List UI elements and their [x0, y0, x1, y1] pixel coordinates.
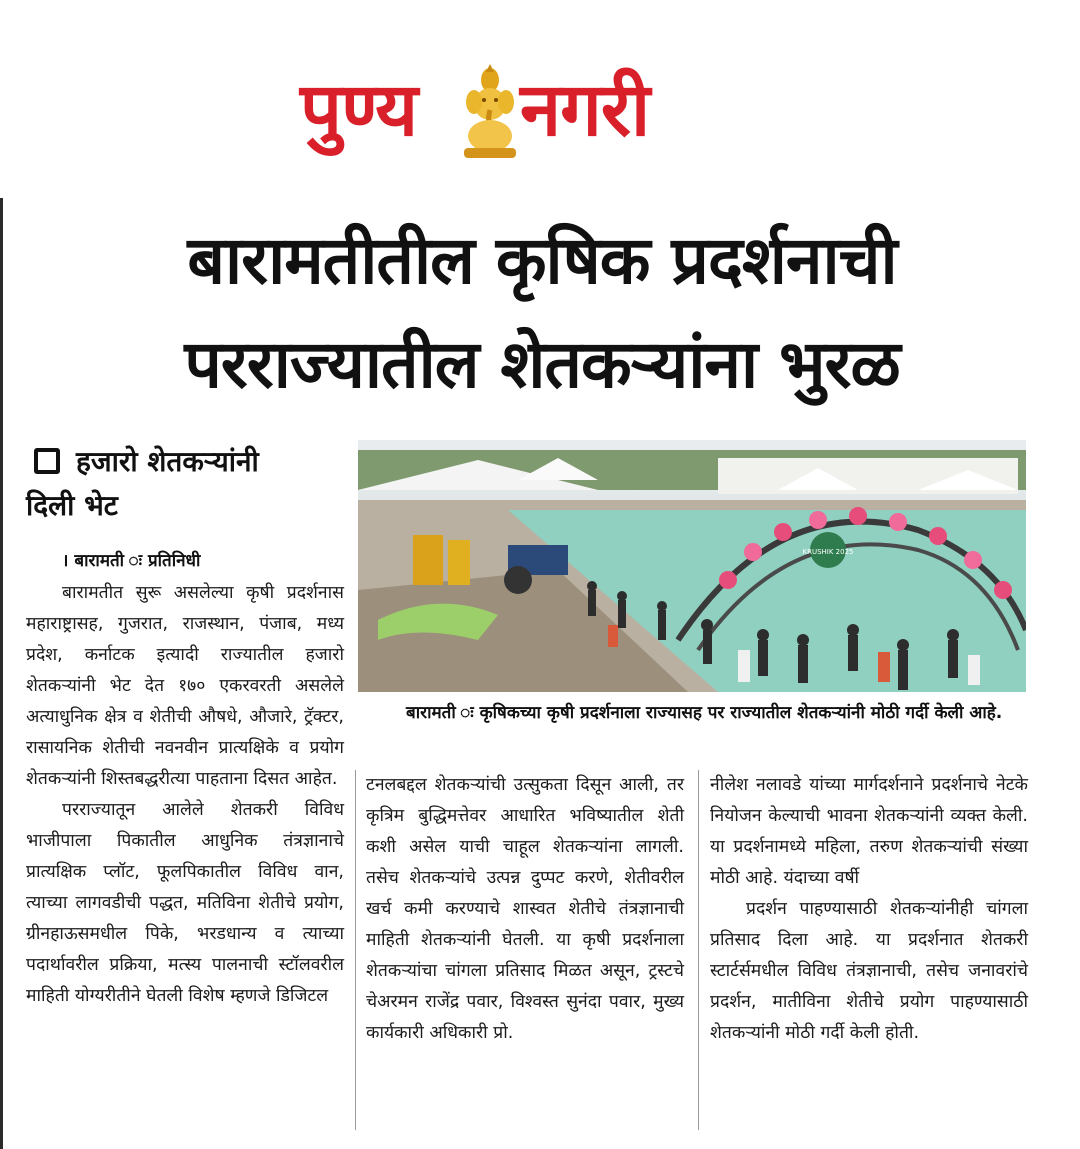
subheading-line-1: हजारो शेतकऱ्यांनी	[76, 445, 259, 478]
headline-line-2: परराज्यातील शेतकऱ्यांना भुरळ	[184, 326, 900, 403]
paragraph: प्रदर्शन पाहण्यासाठी शेतकऱ्यांनीही चांगला प्रतिसाद दिला आहे. या प्रदर्शनात शेतकरी स्टार्टर्समधील विविध तंत्रज्ञानाची, तसेच जनावरांचे प्रदर्शन, मातीविना शेतीचे प्रयोग पाहण्यासाठी शेतकऱ्यांनी मोठी गर्दी केली होती.	[710, 899, 1028, 1043]
masthead-title-right: नगरी	[520, 67, 650, 153]
paragraph: टनलबद्दल शेतकऱ्यांची उत्सुकता दिसून आली, तर कृत्रिम बुद्धिमत्तेवर आधारित भविष्यातील शेती कशी असेल याची चाहूल शेतकऱ्यांना लागली. तसेच शेतकऱ्यांचे उत्पन्न दुप्पट करणे, शेतीवरील खर्च कमी करण्याचे शास्वत शेतीचे तंत्रज्ञानाची माहिती शेतकऱ्यांनी घेतली. या कृषी प्रदर्शनाला शेतकऱ्यांचा चांगला प्रतिसाद मिळत असून, ट्रस्टचे चेअरमन राजेंद्र पवार, विश्वस्त सुनंदा पवार, मुख्य कार्यकारी अधिकारी प्रो.	[366, 775, 684, 1043]
headline-line-1: बारामतीतील कृषिक प्रदर्शनाची	[187, 222, 897, 299]
article-column-1	[26, 578, 344, 1012]
paragraph: परराज्यातून आलेले शेतकरी विविध भाजीपाला पिकातील आधुनिक तंत्रज्ञानाचे प्रात्यक्षिक प्लॉट, फूलपिकातील विविध वान, त्याच्या लागवडीची पद्धत, मतिविना शेतीचे प्रयोग, ग्रीनहाऊसमधील पिके, भरडधान्य व त्याच्या पदार्थावरील प्रक्रिया, मत्स्य पालनाची स्टॉलवरील माहिती योग्यरीतीने घेतली विशेष म्हणजे डिजिटल	[26, 800, 344, 1006]
article-column-2	[366, 770, 684, 1049]
checkbox-bullet-icon	[34, 448, 60, 474]
dateline: । बारामती ः प्रतिनिधी	[62, 551, 201, 571]
photo-banner-text: KRUSHIK 2025	[802, 548, 854, 556]
article-column-3	[710, 770, 1028, 1049]
paragraph: बारामतीत सुरू असलेल्या कृषी प्रदर्शनास महाराष्ट्रासह, गुजरात, राजस्थान, पंजाब, मध्य प्रदेश, कर्नाटक इत्यादी राज्यातील हजारो शेतकऱ्यांनी भेट देत १७० एकरवरती असलेले अत्याधुनिक क्षेत्र व शेतीची औषधे, औजारे, ट्रॅक्टर, रासायनिक शेतीची नवनवीन प्रात्यक्षिके व प्रयोग शेतकऱ्यांनी शिस्तबद्धरीत्या पाहताना दिसत आहेत.	[26, 583, 344, 789]
paragraph: नीलेश नलावडे यांच्या मार्गदर्शनाने प्रदर्शनाचे नेटके नियोजन केल्याची भावना शेतकऱ्यांनी व्यक्त केली. या प्रदर्शनामध्ये महिला, तरुण शेतकऱ्यांची संख्या मोठी आहे. यंदाच्या वर्षी	[710, 775, 1028, 888]
masthead-title-left: पुण्य	[300, 67, 418, 153]
page-edge-rule	[0, 198, 3, 1149]
subheading-line-2: दिली भेट	[26, 489, 118, 522]
column-divider	[355, 770, 356, 1130]
column-divider	[698, 770, 699, 1130]
exhibition-photo	[358, 440, 1026, 692]
ganesha-logo-icon	[458, 62, 522, 162]
photo-caption: बारामती ः कृषिकच्या कृषी प्रदर्शनाला राज्यासह पर राज्यातील शेतकऱ्यांनी मोठी गर्दी केली आहे.	[406, 703, 1003, 723]
masthead	[0, 0, 1080, 180]
